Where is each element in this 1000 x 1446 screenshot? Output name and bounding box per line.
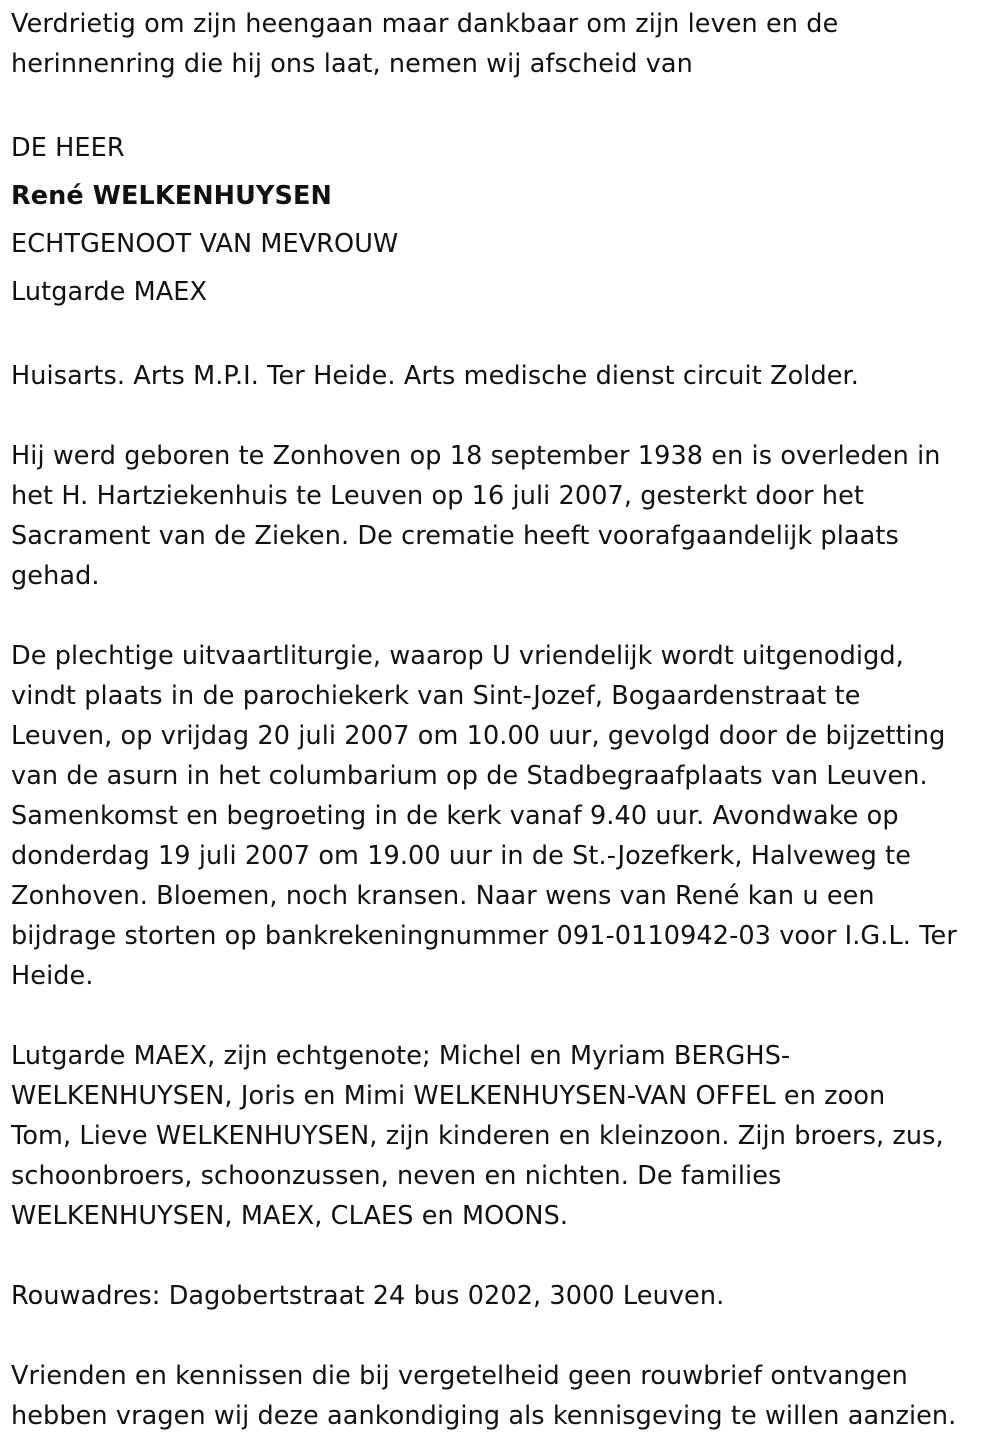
deceased-name: René WELKENHUYSEN — [11, 181, 332, 211]
ceremony-line-9: Heide. — [11, 961, 94, 991]
ceremony-line-6: donderdag 19 juli 2007 om 19.00 uur in de St.-Jozefkerk, Halveweg te — [11, 841, 912, 871]
ceremony-line-7: Zonhoven. Bloemen, noch kransen. Naar wens van René kan u een — [11, 881, 875, 911]
spacer — [11, 1316, 996, 1356]
family-line-1: Lutgarde MAEX, zijn echtgenote; Michel en Myriam BERGHS- — [11, 1041, 791, 1071]
ceremony-line-1: De plechtige uitvaartliturgie, waarop U vriendelijk wordt uitgenodigd, — [11, 641, 904, 671]
ceremony-line-4: van de asurn in het columbarium op de Stadbegraafplaats van Leuven. — [11, 761, 928, 791]
intro-line-2: herinnenring die hij ons laat, nemen wij afscheid van — [11, 49, 693, 79]
spacer — [11, 596, 996, 636]
spacer — [11, 396, 996, 436]
family-line-3: Tom, Lieve WELKENHUYSEN, zijn kinderen en kleinzoon. Zijn broers, zus, — [11, 1121, 944, 1151]
mourning-address: Rouwadres: Dagobertstraat 24 bus 0202, 3000 Leuven. — [11, 1281, 725, 1311]
profession: Huisarts. Arts M.P.I. Ter Heide. Arts medische dienst circuit Zolder. — [11, 361, 860, 391]
title-prefix: DE HEER — [11, 133, 125, 163]
family-line-4: schoonbroers, schoonzussen, neven en nichten. De families — [11, 1161, 782, 1191]
spouse-name: Lutgarde MAEX — [11, 277, 208, 307]
intro-line-1: Verdrietig om zijn heengaan maar dankbaar om zijn leven en de — [11, 9, 839, 39]
ceremony-line-5: Samenkomst en begroeting in de kerk vanaf 9.40 uur. Avondwake op — [11, 801, 899, 831]
ceremony-line-8: bijdrage storten op bankrekeningnummer 091-0110942-03 voor I.G.L. Ter — [11, 921, 957, 951]
spacer — [11, 1236, 996, 1276]
spouse-label: ECHTGENOOT VAN MEVROUW — [11, 229, 399, 259]
closing-line-2: hebben vragen wij deze aankondiging als kennisgeving te willen aanzien. — [11, 1401, 957, 1431]
spacer — [11, 996, 996, 1036]
closing-line-1: Vrienden en kennissen die bij vergetelheid geen rouwbrief ontvangen — [11, 1361, 908, 1391]
family-line-5: WELKENHUYSEN, MAEX, CLAES en MOONS. — [11, 1201, 569, 1231]
spacer — [11, 316, 996, 356]
life-line-1: Hij werd geboren te Zonhoven op 18 september 1938 en is overleden in — [11, 441, 941, 471]
ceremony-line-3: Leuven, op vrijdag 20 juli 2007 om 10.00 uur, gevolgd door de bijzetting — [11, 721, 946, 751]
life-line-3: Sacrament van de Zieken. De crematie heeft voorafgaandelijk plaats — [11, 521, 899, 551]
family-line-2: WELKENHUYSEN, Joris en Mimi WELKENHUYSEN-VAN OFFEL en zoon — [11, 1081, 886, 1111]
spacer — [11, 84, 996, 124]
obituary-text — [11, 4, 996, 1436]
life-line-2: het H. Hartziekenhuis te Leuven op 16 juli 2007, gesterkt door het — [11, 481, 864, 511]
life-line-4: gehad. — [11, 561, 100, 591]
ceremony-line-2: vindt plaats in de parochiekerk van Sint-Jozef, Bogaardenstraat te — [11, 681, 861, 711]
